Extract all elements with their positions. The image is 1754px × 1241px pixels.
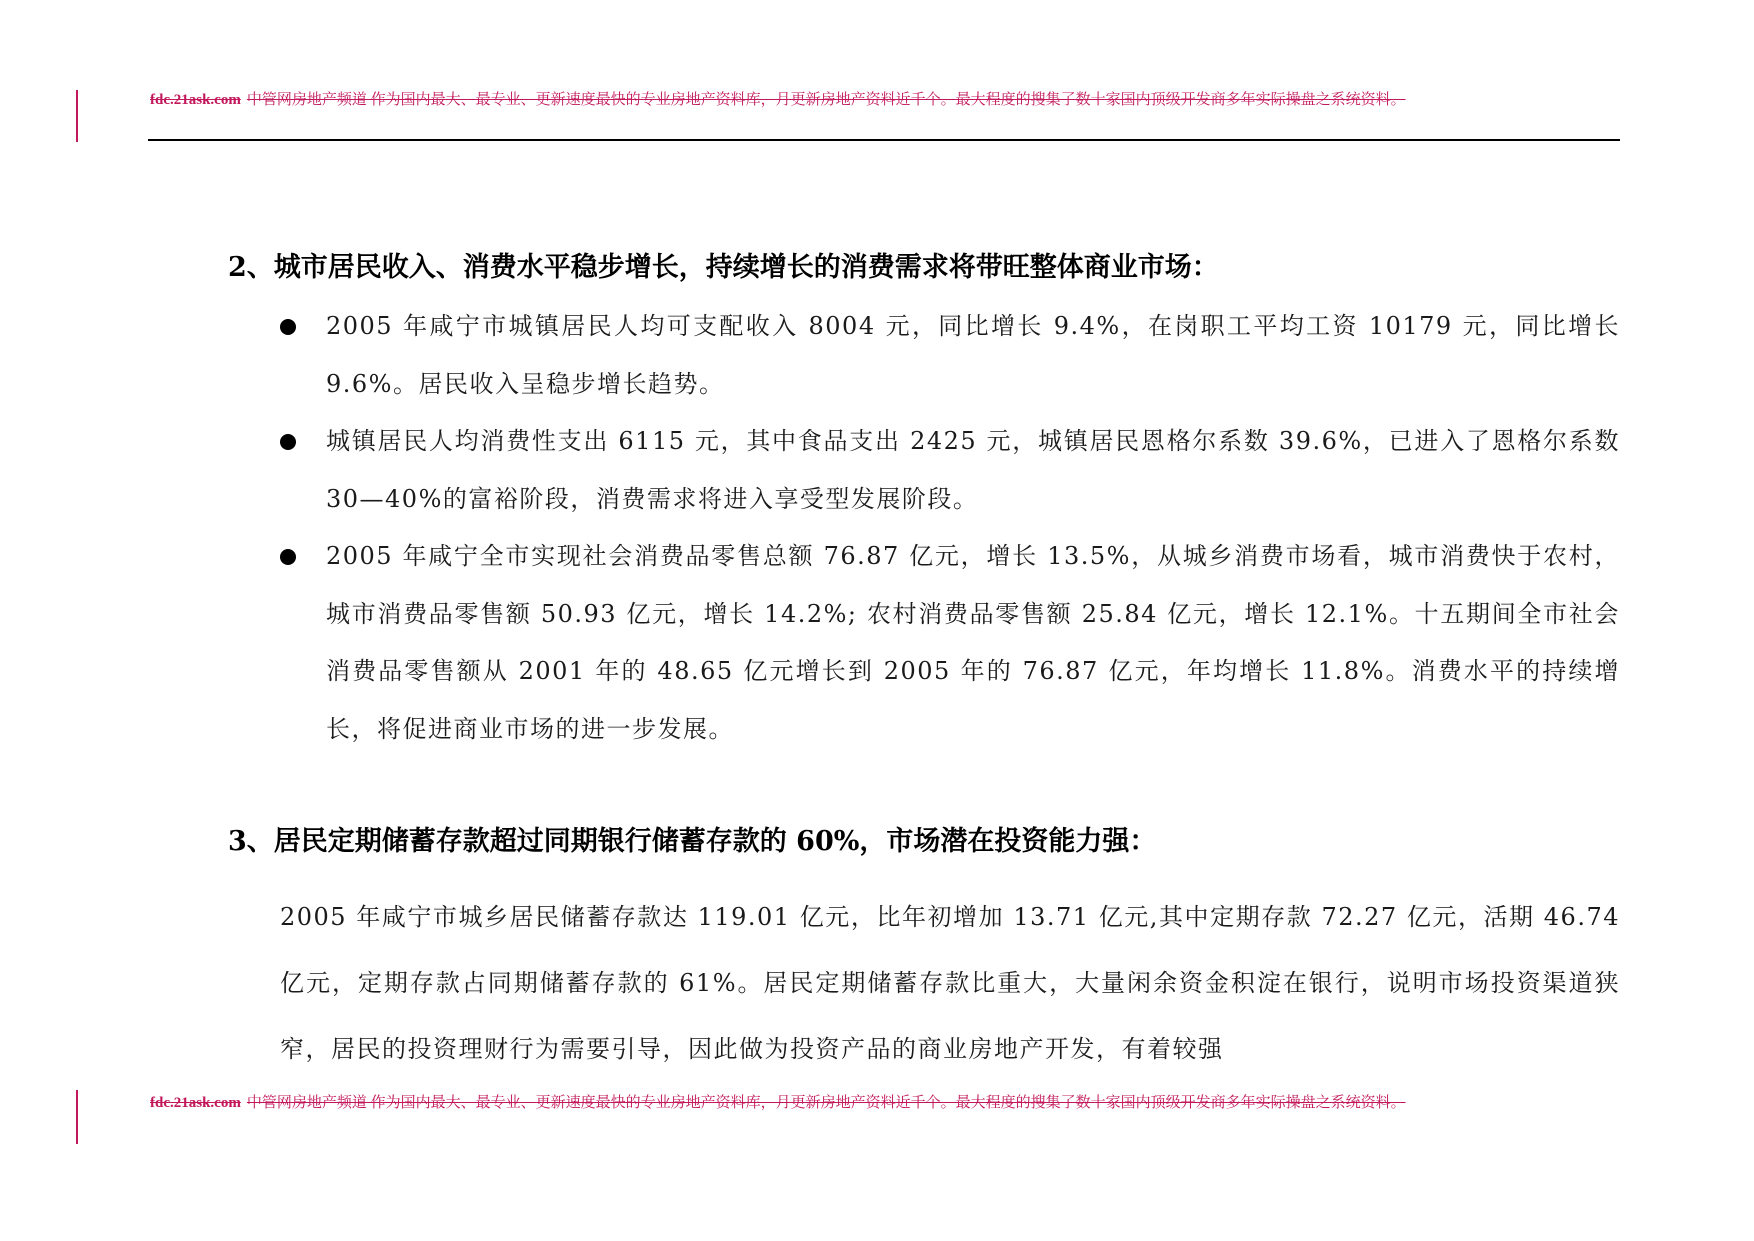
bullet-dot-icon (280, 434, 296, 450)
header-margin-rule (76, 90, 78, 142)
header-site-link[interactable]: fdc.21ask.com (150, 92, 241, 108)
bullet-text: 2005 年咸宁市城镇居民人均可支配收入 8004 元，同比增长 9.4%，在岗职工平均工资 10179 元，同比增长 9.6%。居民收入呈稳步增长趋势。 (326, 312, 1620, 398)
bullet-item (280, 413, 1620, 528)
footer-margin-rule (76, 1090, 78, 1144)
page-header (0, 0, 1754, 145)
bullet-text: 2005 年咸宁全市实现社会消费品零售总额 76.87 亿元，增长 13.5%，从城乡消费市场看，城市消费快于农村，城市消费品零售额 50.93 亿元，增长 14.2%; 农村消费品零售额 25.84 亿元，增长 12.1%。十五期间全市社会消费品零售额从 2001 年的 48.65 亿元增长到 2005 年的 76.87 亿元，年均增长 11.8%。消费水平的持续增长，将促进商业市场的进一步发展。 (326, 542, 1620, 743)
header-disclaimer-text: 中管网房地产频道 作为国内最大、最专业、更新速度最快的专业房地产资料库，月更新房地产资料近千个。最大程度的搜集了数十家国内顶级开发商多年实际操盘之系统资料。 (246, 92, 1406, 108)
page-footer (0, 1090, 1754, 1150)
header-divider (148, 139, 1620, 141)
bullet-item (280, 528, 1620, 758)
bullet-dot-icon (280, 319, 296, 335)
footer-disclaimer (150, 1093, 1620, 1113)
bullet-text: 城镇居民人均消费性支出 6115 元，其中食品支出 2425 元，城镇居民恩格尔系数 39.6%，已进入了恩格尔系数 30—40%的富裕阶段，消费需求将进入享受型发展阶段。 (326, 427, 1620, 513)
footer-disclaimer-text: 中管网房地产频道 作为国内最大、最专业、更新速度最快的专业房地产资料库，月更新房地产资料近千个。最大程度的搜集了数十家国内顶级开发商多年实际操盘之系统资料。 (246, 1095, 1406, 1111)
bullet-item (280, 298, 1620, 413)
header-disclaimer (150, 90, 1620, 110)
footer-site-link[interactable]: fdc.21ask.com (150, 1095, 241, 1111)
bullet-dot-icon (280, 549, 296, 565)
section-3-heading: 3、居民定期储蓄存款超过同期银行储蓄存款的 60%，市场潜在投资能力强： (228, 826, 1157, 857)
section-3-paragraph: 2005 年咸宁市城乡居民储蓄存款达 119.01 亿元，比年初增加 13.71 亿元,其中定期存款 72.27 亿元，活期 46.74 亿元，定期存款占同期储蓄存款的 61%。居民定期储蓄存款比重大，大量闲余资金积淀在银行，说明市场投资渠道狭窄，居民的投资理财行为需要引导，因此做为投资产品的商业房地产开发，有着较强 (280, 903, 1620, 1063)
section-2-bullet-list (280, 298, 1620, 758)
section-2-heading: 2、城市居民收入、消费水平稳步增长，持续增长的消费需求将带旺整体商业市场： (228, 252, 1219, 283)
